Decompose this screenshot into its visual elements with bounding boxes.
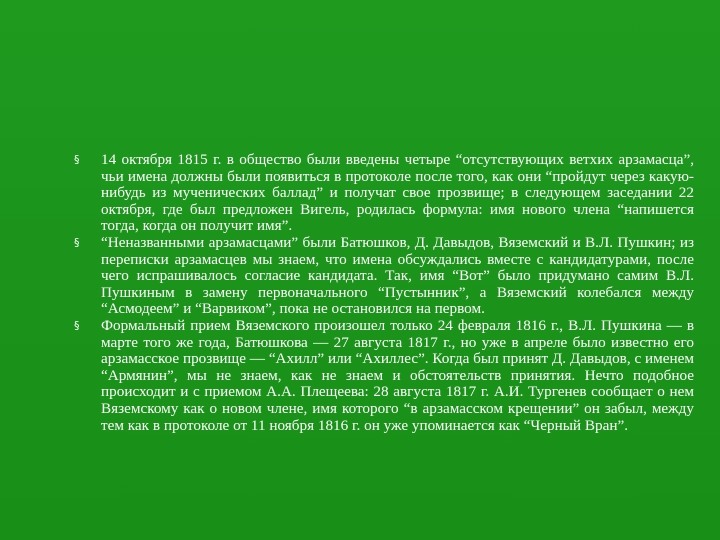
bullet-text-1: 14 октября 1815 г. в общество были введены четыре “отсутствующих ветхих арзамасца”, чьи имена должны были появиться в протоколе после того, как они “пройдут через какую-нибудь из мученических баллад” и получат свое прозвище; в следующем заседании 22 октября, где был предложен Вигель, родилась формула: имя нового члена “напишется тогда, когда он получит имя”. (101, 151, 694, 235)
square-bullet-icon: § (74, 318, 80, 332)
square-bullet-icon: § (74, 235, 80, 249)
bullet-item-3 (74, 318, 694, 434)
bullet-item-2 (74, 235, 694, 318)
bullet-text-3: Формальный прием Вяземского произошел только 24 февраля 1816 г., В.Л. Пушкина — в марте того же года, Батюшкова — 27 августа 1817 г., но уже в апреле было известно его арзамасское прозвище — “Ахилл” или “Ахиллес”. Когда был принят Д. Давыдов, с именем “Армянин”, мы не знаем, как не знаем и обстоятельств принятия. Нечто подобное происходит и с приемом А.А. Плещеева: 28 августа 1817 г. А.И. Тургенев сообщает о нем Вяземскому как о новом члене, имя которого “в арзамасском крещении” он забыл, между тем как в протоколе от 11 ноября 1816 г. он уже упоминается как “Черный Вран”. (101, 316, 694, 434)
bullet-list (74, 152, 694, 434)
bullet-item-1 (74, 152, 694, 235)
square-bullet-icon: § (74, 153, 80, 166)
title-placeholder (60, 20, 660, 130)
bullet-text-2: “Неназванными арзамасцами” были Батюшков, Д. Давыдов, Вяземский и В.Л. Пушкин; из переписки арзамасцев мы знаем, что имена обсуждались вместе с кандидатурами, после чего испрашивалось согласие кандидата. Так, имя “Вот” было придумано самим В.Л. Пушкиным в замену первоначального “Пустынник”, а Вяземский колебался между “Асмодеем” и “Варвиком”, пока не остановился на первом. (101, 233, 694, 318)
